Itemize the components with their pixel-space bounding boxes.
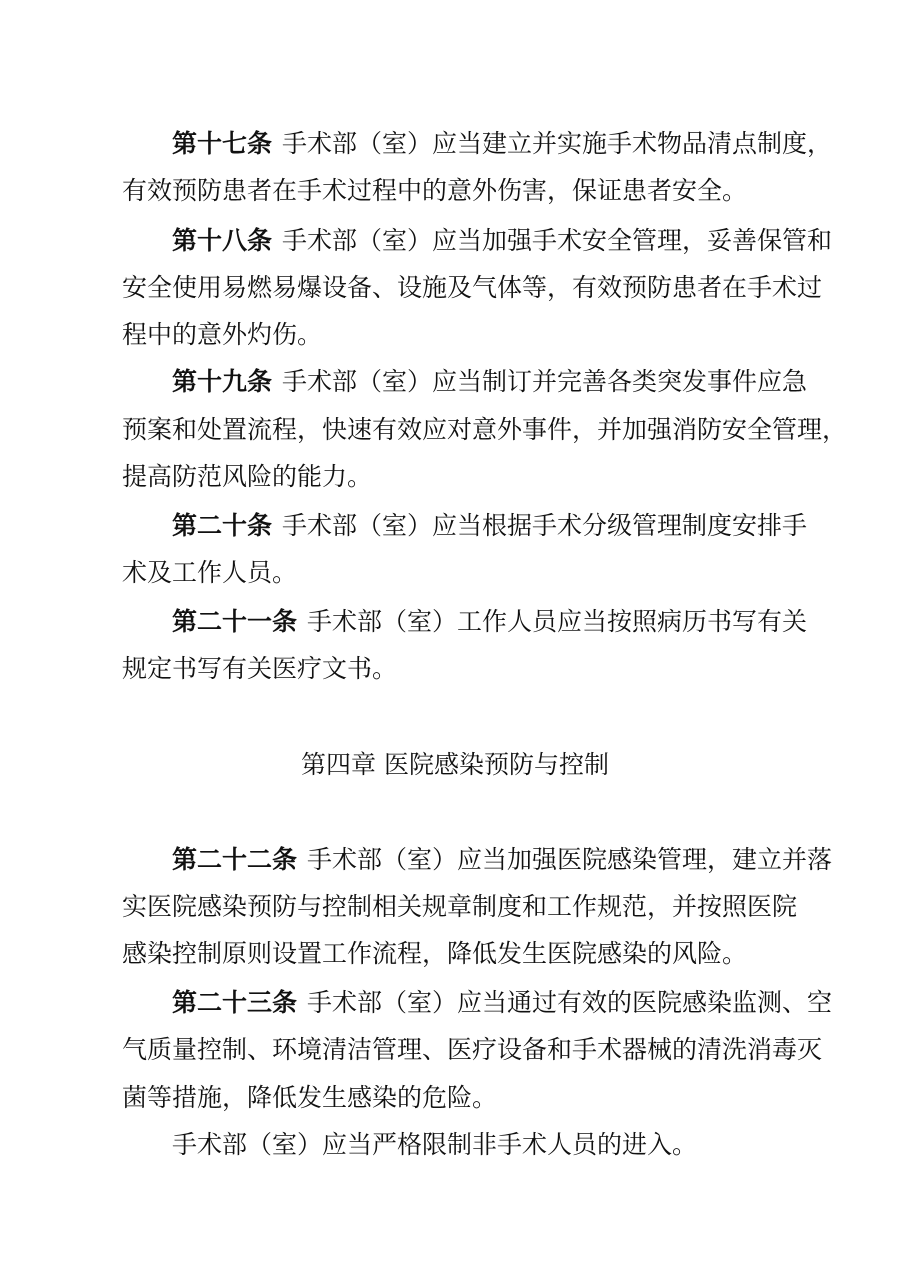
- article-20-number: 第二十条: [172, 511, 273, 540]
- article-23-number: 第二十三条: [172, 988, 298, 1017]
- article-18-line-3: 程中的意外灼伤。: [122, 320, 323, 349]
- chapter-title: 第四章 医院感染预防与控制: [301, 750, 609, 779]
- article-18-number: 第十八条: [172, 226, 273, 255]
- article-23-text-1: 手术部（室）应当通过有效的医院感染监测、空: [307, 988, 833, 1017]
- article-17-text-1: 手术部（室）应当建立并实施手术物品清点制度，: [282, 129, 833, 158]
- article-19-line-2: 预案和处置流程，快速有效应对意外事件，并加强消防安全管理，: [122, 415, 848, 444]
- article-23-line-1: [172, 983, 832, 1023]
- article-17-number: 第十七条: [172, 129, 273, 158]
- paragraph-text: 手术部（室）应当严格限制非手术人员的进入。: [172, 1130, 698, 1159]
- article-19-number: 第十九条: [172, 367, 273, 396]
- article-21-line-2: 规定书写有关医疗文书。: [122, 654, 398, 683]
- article-18-text-1: 手术部（室）应当加强手术安全管理，妥善保管和: [282, 226, 833, 255]
- article-22-line-3: 感染控制原则设置工作流程，降低发生医院感染的风险。: [122, 939, 748, 968]
- article-19-line-3: 提高防范风险的能力。: [122, 462, 373, 491]
- article-19-text-1: 手术部（室）应当制订并完善各类突发事件应急: [282, 367, 808, 396]
- article-20-text-1: 手术部（室）应当根据手术分级管理制度安排手: [282, 511, 808, 540]
- article-23-line-2: 气质量控制、环境清洁管理、医疗设备和手术器械的清洗消毒灭: [122, 1035, 823, 1064]
- article-18-line-2: 安全使用易燃易爆设备、设施及气体等，有效预防患者在手术过: [122, 273, 823, 302]
- article-21-text-1: 手术部（室）工作人员应当按照病历书写有关: [307, 607, 808, 636]
- article-22-line-1: [172, 840, 832, 880]
- article-18-line-1: [172, 221, 832, 261]
- article-21-line-1: [172, 602, 807, 642]
- article-19-line-1: [172, 362, 807, 402]
- article-17-line-2: 有效预防患者在手术过程中的意外伤害，保证患者安全。: [122, 176, 748, 205]
- article-17-line-1: [172, 124, 832, 164]
- article-22-number: 第二十二条: [172, 845, 298, 874]
- article-23-line-3: 菌等措施，降低发生感染的危险。: [122, 1083, 498, 1112]
- article-21-number: 第二十一条: [172, 607, 298, 636]
- article-22-text-1: 手术部（室）应当加强医院感染管理，建立并落: [307, 845, 833, 874]
- article-20-line-2: 术及工作人员。: [122, 558, 298, 587]
- article-20-line-1: [172, 506, 807, 546]
- article-22-line-2: 实医院感染预防与控制相关规章制度和工作规范，并按照医院: [122, 892, 798, 921]
